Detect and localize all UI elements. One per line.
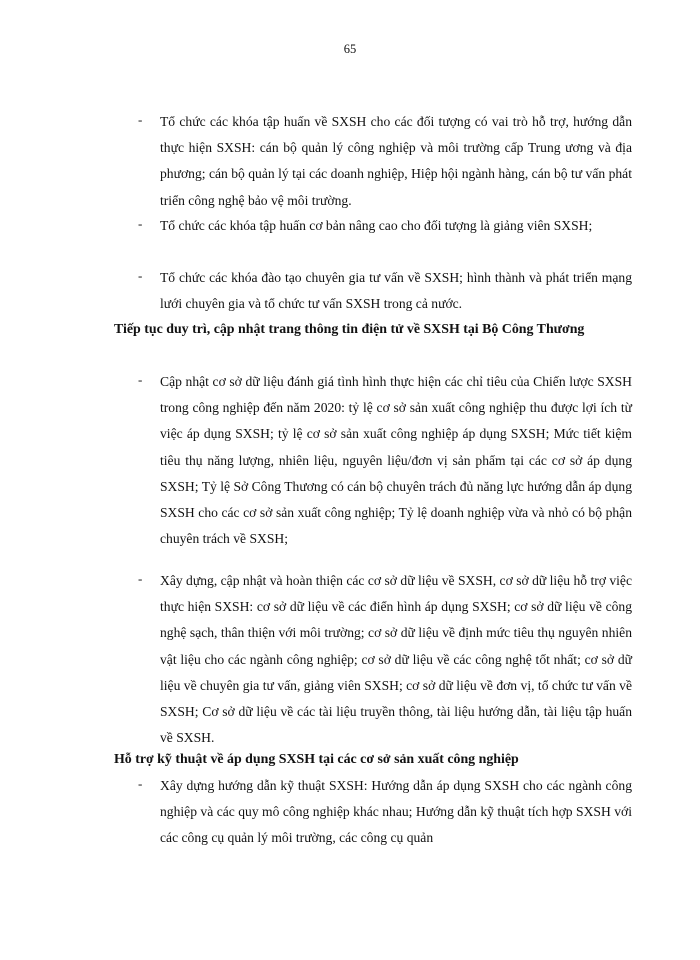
bullet-marker: - xyxy=(138,216,143,231)
bullet-marker: - xyxy=(138,571,143,586)
section-heading-technical: Hỗ trợ kỹ thuật về áp dụng SXSH tại các cơ sở sản xuất công nghiệp xyxy=(114,752,519,767)
page-number: 65 xyxy=(343,42,357,56)
list-item-text: Xây dựng, cập nhật và hoàn thiện các cơ sở dữ liệu về SXSH, cơ sở dữ liệu hỗ trợ việc thực hiện SXSH: cơ sở dữ liệu về các điển hình áp dụng SXSH; cơ sở dữ liệu về công nghệ sạch, thân thiện với môi trường; cơ sở dữ liệu về định mức tiêu thụ nguyên nhiên vật liệu cho các ngành công nghiệp; cơ sở dữ liệu về các công nghệ tốt nhất; cơ sở dữ liệu về chuyên gia tư vấn, giảng viên SXSH; cơ sở dữ liệu về đơn vị, tổ chức tư vấn về SXSH; Cơ sở dữ liệu về các tài liệu truyền thông, tài liệu hướng dẫn, tài liệu tập huấn về SXSH. xyxy=(160,573,632,746)
list-item-text: Tổ chức các khóa đào tạo chuyên gia tư vấn về SXSH; hình thành và phát triển mạng lưới chuyên gia và tổ chức tư vấn SXSH trong cả nước. xyxy=(160,270,632,312)
list-item-text: Tổ chức các khóa tập huấn cơ bản nâng cao cho đối tượng là giảng viên SXSH; xyxy=(160,218,593,233)
list-item-text: Cập nhật cơ sở dữ liệu đánh giá tình hình thực hiện các chỉ tiêu của Chiến lược SXSH trong công nghiệp đến năm 2020: tỷ lệ cơ sở sản xuất công nghiệp thu được lợi ích từ việc áp dụng SXSH; tỷ lệ cơ sở sản xuất công nghiệp áp dụng SXSH; Mức tiết kiệm tiêu thụ năng lượng, nhiên liệu, nguyên liệu/đơn vị sản phẩm tại các cơ sở áp dụng SXSH; Tỷ lệ Sở Công Thương có cán bộ chuyên trách đủ năng lực hướng dẫn áp dụng SXSH cho các cơ sở sản xuất công nghiệp; Tỷ lệ doanh nghiệp vừa và nhỏ có bộ phận chuyên trách về SXSH; xyxy=(160,374,632,547)
section-heading-website: Tiếp tục duy trì, cập nhật trang thông tin điện tử về SXSH tại Bộ Công Thương xyxy=(114,322,585,337)
bullet-marker: - xyxy=(138,776,143,791)
list-item-text: Xây dựng hướng dẫn kỹ thuật SXSH: Hướng dẫn áp dụng SXSH cho các ngành công nghiệp và các quy mô công nghiệp khác nhau; Hướng dẫn kỹ thuật tích hợp SXSH với các công cụ quản lý môi trường, các công cụ quản xyxy=(160,778,632,846)
list-item-text: Tổ chức các khóa tập huấn về SXSH cho các đối tượng có vai trò hỗ trợ, hướng dẫn thực hiện SXSH: cán bộ quản lý công nghiệp và môi trường cấp Trung ương và địa phương; cán bộ quản lý tại các doanh nghiệp, Hiệp hội ngành hàng, cán bộ tư vấn phát triển công nghệ bảo vệ môi trường. xyxy=(160,114,632,208)
bullet-marker: - xyxy=(138,112,143,127)
bullet-marker: - xyxy=(138,372,143,387)
bullet-marker: - xyxy=(138,268,143,283)
